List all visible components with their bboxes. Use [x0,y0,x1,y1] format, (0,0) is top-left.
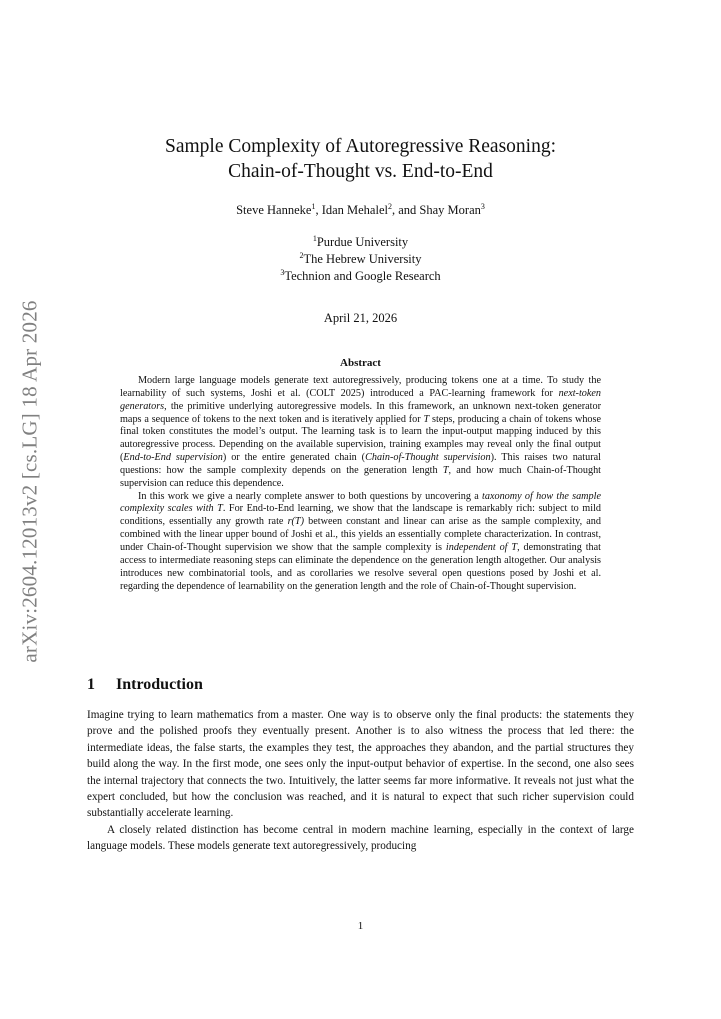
abstract-text: steps, producing a chain of tokens whose final token constitutes the model’s output. The learning task is to learn the input-output mapping induced by this autoregressive process. Depending on the available supervision, training examples may reveal only the final output ( [120,413,601,464]
abstract-emphasis: taxonomy of how the sample complexity scales with T [120,490,601,515]
abstract-paragraph [120,491,601,594]
affiliation-marker: 3 [480,201,485,211]
abstract-text: between constant and linear can arise as the sample complexity, and combined with the linear upper bound of Joshi et al., this yields an essentially complete characterization. In contrast, under Chain-of-Thought supervision we show that the sample complexity is [120,516,601,553]
affiliation-name: Technion and Google Research [284,269,441,283]
abstract-text: In this work we give a nearly complete answer to both questions by uncovering a [138,490,483,502]
affiliation-marker: 1 [311,201,316,211]
abstract-emphasis: Chain-of-Thought supervision [365,452,491,464]
math-variable: r(T) [287,516,304,528]
section-title: Introduction [116,676,203,693]
abstract-emphasis: End-to-End supervision [123,452,223,464]
affiliation [87,234,634,251]
author-name: Idan Mehalel [321,203,388,217]
affiliation-marker: 2 [387,201,392,211]
publication-date: April 21, 2026 [323,311,398,325]
author-name: Shay Moran [419,203,481,217]
abstract-text: Modern large language models generate text autoregressively, producing tokens one at a time. To study the learnability of such systems, Joshi et al. (COLT 2025) introduced a PAC-learning framework for [120,375,601,399]
section-number: 1 [87,676,95,693]
abstract-text: . For End-to-End learning, we show that the landscape is remarkably rich: subject to mild conditions, essentially any growth rate [120,503,601,528]
abstract-heading: Abstract [340,357,381,369]
abstract-emphasis: independent of T [445,541,518,553]
abstract-emphasis: next-token generators [120,387,601,412]
body-paragraph: Imagine trying to learn mathematics from a master. One way is to observe only the final products: the statements they prove and the polished proofs they eventually present. Another is to also witness the process that led there: the intermediate ideas, the false starts, the examples they test, the approaches they abandon, and the partial structures they build along the way. In the first mode, one sees only the input-output behavior of expertise. In the second, one also sees the internal trajectory that connects the two. Intuitively, the latter seems far more informative. It reveals not just what the expert concluded, but how the conclusion was reached, and it is natural to expect that such richer supervision could substantially accelerate learning. [87,709,634,820]
arxiv-identifier-stamp [10,296,50,666]
abstract-body [120,375,601,593]
paper-title [87,134,634,184]
arxiv-stamp-text: arXiv:2604.12013v2 [cs.LG] 18 Apr 2026 [17,299,42,663]
affiliation-name: The Hebrew University [303,252,422,266]
affiliation [87,268,634,285]
page-number: 1 [357,920,364,932]
title-line-1: Sample Complexity of Autoregressive Reasoning: [164,136,557,157]
abstract-text: ) or the entire generated chain ( [222,452,366,464]
affiliation [87,251,634,268]
abstract-text: , demonstrating that access to intermediate reasoning steps can eliminate the dependence on the generation length altogether. Our analysis introduces new combinatorial tools, and as corollaries we resolve several open questions posed by Joshi et al. regarding the dependence of learnability on the generation length and the role of Chain-of-Thought supervision. [120,541,601,592]
author-name: Steve Hanneke [236,203,312,217]
body-paragraph: A closely related distinction has become central in modern machine learning, especially in the context of large language models. These models generate text autoregressively, producing [87,823,634,853]
title-line-2: Chain-of-Thought vs. End-to-End [228,161,493,182]
affiliation-marker: 2 [299,250,304,260]
math-variable: T [423,413,430,425]
author-list: Steve Hanneke$^1$, Idan Mehalel$^2$, and Shay Moran$^3$ [236,201,485,217]
author-joiner: , and [391,203,420,217]
affiliation-marker: 1 [312,233,317,243]
section-heading [87,676,634,694]
introduction-body [87,707,634,855]
abstract-paragraph [120,375,601,491]
abstract-text: , and how much Chain-of-Thought supervision can reduce this dependence. [120,464,601,489]
affiliation-name: Purdue University [316,235,409,249]
affiliation-marker: 3 [280,267,285,277]
abstract-text: ). This raises two natural questions: how the sample complexity depends on the generation length [120,452,601,476]
affiliation-list [87,234,634,285]
abstract-text: , the primitive underlying autoregressive models. In this framework, an unknown next-token generator maps a sequence of tokens to the next token and is iteratively applied for [120,400,601,425]
math-variable: T [442,464,449,476]
